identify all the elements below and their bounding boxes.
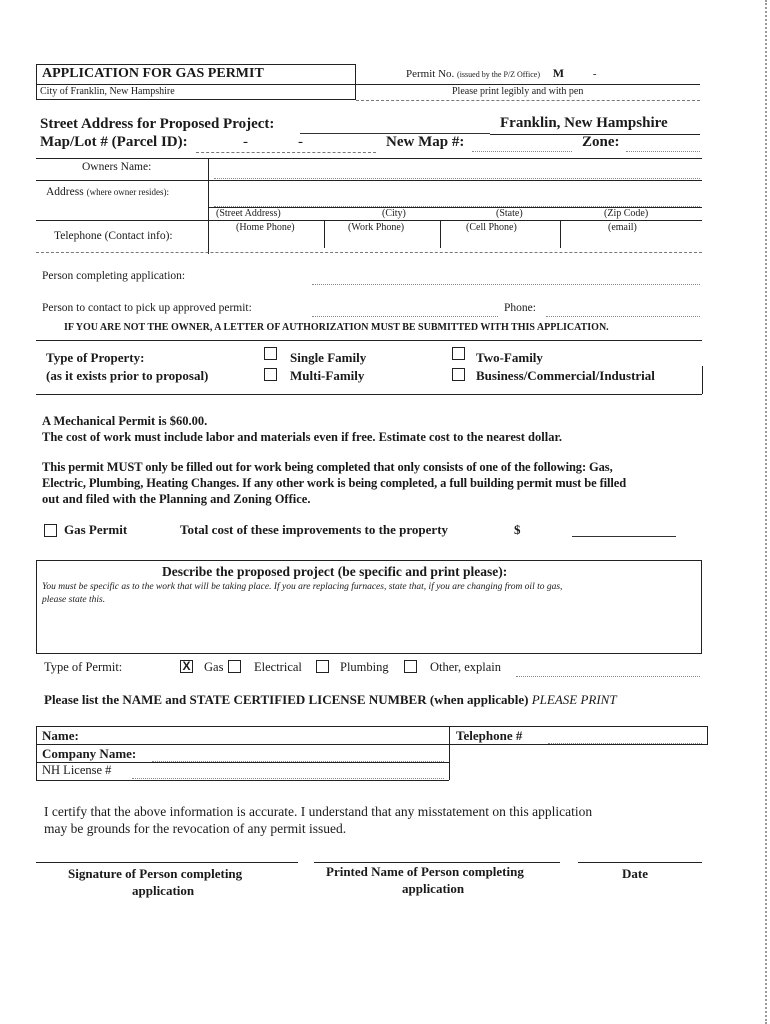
license-table-divider <box>449 726 450 780</box>
license-table-right <box>707 726 708 744</box>
new-map-input[interactable] <box>472 135 572 152</box>
signature-caption-2: application <box>132 883 195 898</box>
city-state-value: Franklin, New Hampshire <box>500 115 668 131</box>
property-box-bottom <box>36 394 702 395</box>
owner-table-divider <box>208 158 209 254</box>
license-phone-input[interactable] <box>548 727 702 744</box>
home-phone-caption: (Home Phone) <box>236 222 295 233</box>
company-name-label: Company Name: <box>42 746 137 761</box>
permit-scope-line-1: This permit MUST only be filled out for work being completed that only consists of one of the following: Gas, <box>42 460 613 474</box>
property-type-sub: (as it exists prior to proposal) <box>46 368 209 383</box>
nh-license-input[interactable] <box>132 762 444 779</box>
state-caption: (State) <box>496 208 523 219</box>
email-caption: (email) <box>608 222 637 233</box>
business-checkbox[interactable] <box>452 368 465 381</box>
single-family-label: Single Family <box>290 350 367 365</box>
print-note: Please print legibly and with pen <box>452 86 584 97</box>
certify-line-2: may be grounds for the revocation of any permit issued. <box>44 821 347 836</box>
city-caption: (City) <box>382 208 406 219</box>
owner-address-input[interactable] <box>214 190 700 207</box>
business-label: Business/Commercial/Industrial <box>476 368 655 383</box>
city-label: City of Franklin, New Hampshire <box>40 86 175 97</box>
describe-note-line-1: You must be specific as to the work that will be taking place. If you are replacing furnaces, state that, if you are changing from oil to gas, <box>42 582 563 592</box>
printed-name-caption-2: application <box>402 881 465 896</box>
electrical-label: Electrical <box>254 660 302 674</box>
printed-name-input[interactable] <box>318 844 556 860</box>
owners-name-label: Owners Name: <box>82 161 152 173</box>
printed-name-line <box>314 862 560 863</box>
zone-label: Zone: <box>582 134 620 150</box>
owner-row-line-2 <box>36 220 702 221</box>
electrical-checkbox[interactable] <box>228 660 241 673</box>
pickup-phone-input[interactable] <box>546 300 700 317</box>
permit-type-label: Type of Permit: <box>44 660 123 674</box>
total-cost-input[interactable] <box>572 520 676 537</box>
street-address-input[interactable] <box>300 117 490 134</box>
pickup-contact-input[interactable] <box>312 300 498 317</box>
signature-caption-1: Signature of Person completing <box>68 866 243 881</box>
work-phone-caption: (Work Phone) <box>348 222 405 233</box>
map-lot-input[interactable] <box>200 135 370 151</box>
header-bottom-line <box>356 100 700 101</box>
printed-name-caption-1: Printed Name of Person completing <box>326 864 524 879</box>
map-lot-dash-2: - <box>298 134 303 150</box>
describe-title: Describe the proposed project (be specific and print please): <box>162 564 508 579</box>
zip-caption: (Zip Code) <box>604 208 649 219</box>
street-address-caption: (Street Address) <box>216 208 281 219</box>
date-line <box>578 862 702 863</box>
two-family-checkbox[interactable] <box>452 347 465 360</box>
map-lot-underline <box>196 152 376 153</box>
date-caption: Date <box>622 866 648 881</box>
street-address-label: Street Address for Proposed Project: <box>40 116 275 132</box>
permit-no-underline <box>356 84 700 85</box>
owner-table-top <box>36 158 702 159</box>
signature-line <box>36 862 298 863</box>
two-family-label: Two-Family <box>476 350 543 365</box>
pickup-phone-label: Phone: <box>504 302 536 314</box>
total-cost-label: Total cost of these improvements to the property <box>180 522 449 537</box>
owner-address-label: Address (where owner resides): <box>46 186 170 198</box>
date-input[interactable] <box>582 844 698 860</box>
person-completing-label: Person completing application: <box>42 270 186 282</box>
company-name-input[interactable] <box>152 745 444 762</box>
scan-edge-artifact <box>765 0 767 1024</box>
license-name-label: Name: <box>42 728 79 743</box>
person-completing-input[interactable] <box>312 268 700 285</box>
cell-phone-input[interactable] <box>446 234 554 250</box>
owners-name-input[interactable] <box>214 162 700 179</box>
license-name-input[interactable] <box>90 728 444 744</box>
multi-family-label: Multi-Family <box>290 368 365 383</box>
header-title-divider <box>36 84 356 85</box>
new-map-label: New Map #: <box>386 134 465 150</box>
map-lot-label: Map/Lot # (Parcel ID): <box>40 134 188 150</box>
license-table-bottom <box>36 780 449 781</box>
permit-scope-line-3: out and filed with the Planning and Zoning Office. <box>42 492 311 506</box>
license-phone-label: Telephone # <box>456 728 523 743</box>
telephone-label: Telephone (Contact info): <box>54 230 173 242</box>
property-box-top <box>36 340 702 341</box>
owner-row-line-1 <box>36 180 702 181</box>
plumbing-label: Plumbing <box>340 660 389 674</box>
certify-line-1: I certify that the above information is accurate. I understand that any misstatement on this application <box>44 804 593 819</box>
phone-divider-1 <box>324 220 325 248</box>
project-description-input[interactable] <box>42 610 698 652</box>
work-phone-input[interactable] <box>330 234 434 250</box>
nh-license-label: NH License # <box>42 763 112 777</box>
other-explain-label: Other, explain <box>430 660 502 674</box>
license-phone-bottom <box>449 744 708 745</box>
license-table-left <box>36 726 37 780</box>
describe-note-line-2: please state this. <box>42 595 106 605</box>
zone-input[interactable] <box>626 135 700 152</box>
property-type-label: Type of Property: <box>46 350 145 365</box>
gas-permit-checkbox[interactable] <box>44 524 57 537</box>
cost-note: The cost of work must include labor and materials even if free. Estimate cost to the nearest dollar. <box>42 430 562 444</box>
pickup-contact-label: Person to contact to pick up approved permit: <box>42 302 252 314</box>
email-input[interactable] <box>566 234 700 250</box>
owner-authorization-notice: IF YOU ARE NOT THE OWNER, A LETTER OF AUTHORIZATION MUST BE SUBMITTED WITH THIS APPLICATION. <box>64 322 609 333</box>
single-family-checkbox[interactable] <box>264 347 277 360</box>
other-explain-input[interactable] <box>516 660 700 677</box>
cell-phone-caption: (Cell Phone) <box>466 222 517 233</box>
gas-type-label: Gas <box>204 660 224 674</box>
home-phone-input[interactable] <box>214 234 318 250</box>
fee-text: A Mechanical Permit is $60.00. <box>42 414 208 428</box>
other-checkbox[interactable] <box>404 660 417 673</box>
form-title: APPLICATION FOR GAS PERMIT <box>42 66 264 81</box>
phone-divider-3 <box>560 220 561 248</box>
license-heading: Please list the NAME and STATE CERTIFIED LICENSE NUMBER (when applicable) PLEASE PRINT <box>44 692 617 707</box>
plumbing-checkbox[interactable] <box>316 660 329 673</box>
owner-table-bottom <box>36 252 702 253</box>
permit-no-label: Permit No. (issued by the P/Z Office) M - <box>406 66 597 80</box>
phone-divider-2 <box>440 220 441 248</box>
property-box-right <box>702 366 703 394</box>
map-lot-dash-1: - <box>243 134 248 150</box>
multi-family-checkbox[interactable] <box>264 368 277 381</box>
dollar-sign: $ <box>514 522 521 537</box>
signature-input[interactable] <box>40 844 294 860</box>
gas-permit-label: Gas Permit <box>64 522 128 537</box>
permit-scope-line-2: Electric, Plumbing, Heating Changes. If any other work is being completed, a full building permit must be filled <box>42 476 627 490</box>
gas-type-checkbox[interactable]: X <box>180 660 193 673</box>
